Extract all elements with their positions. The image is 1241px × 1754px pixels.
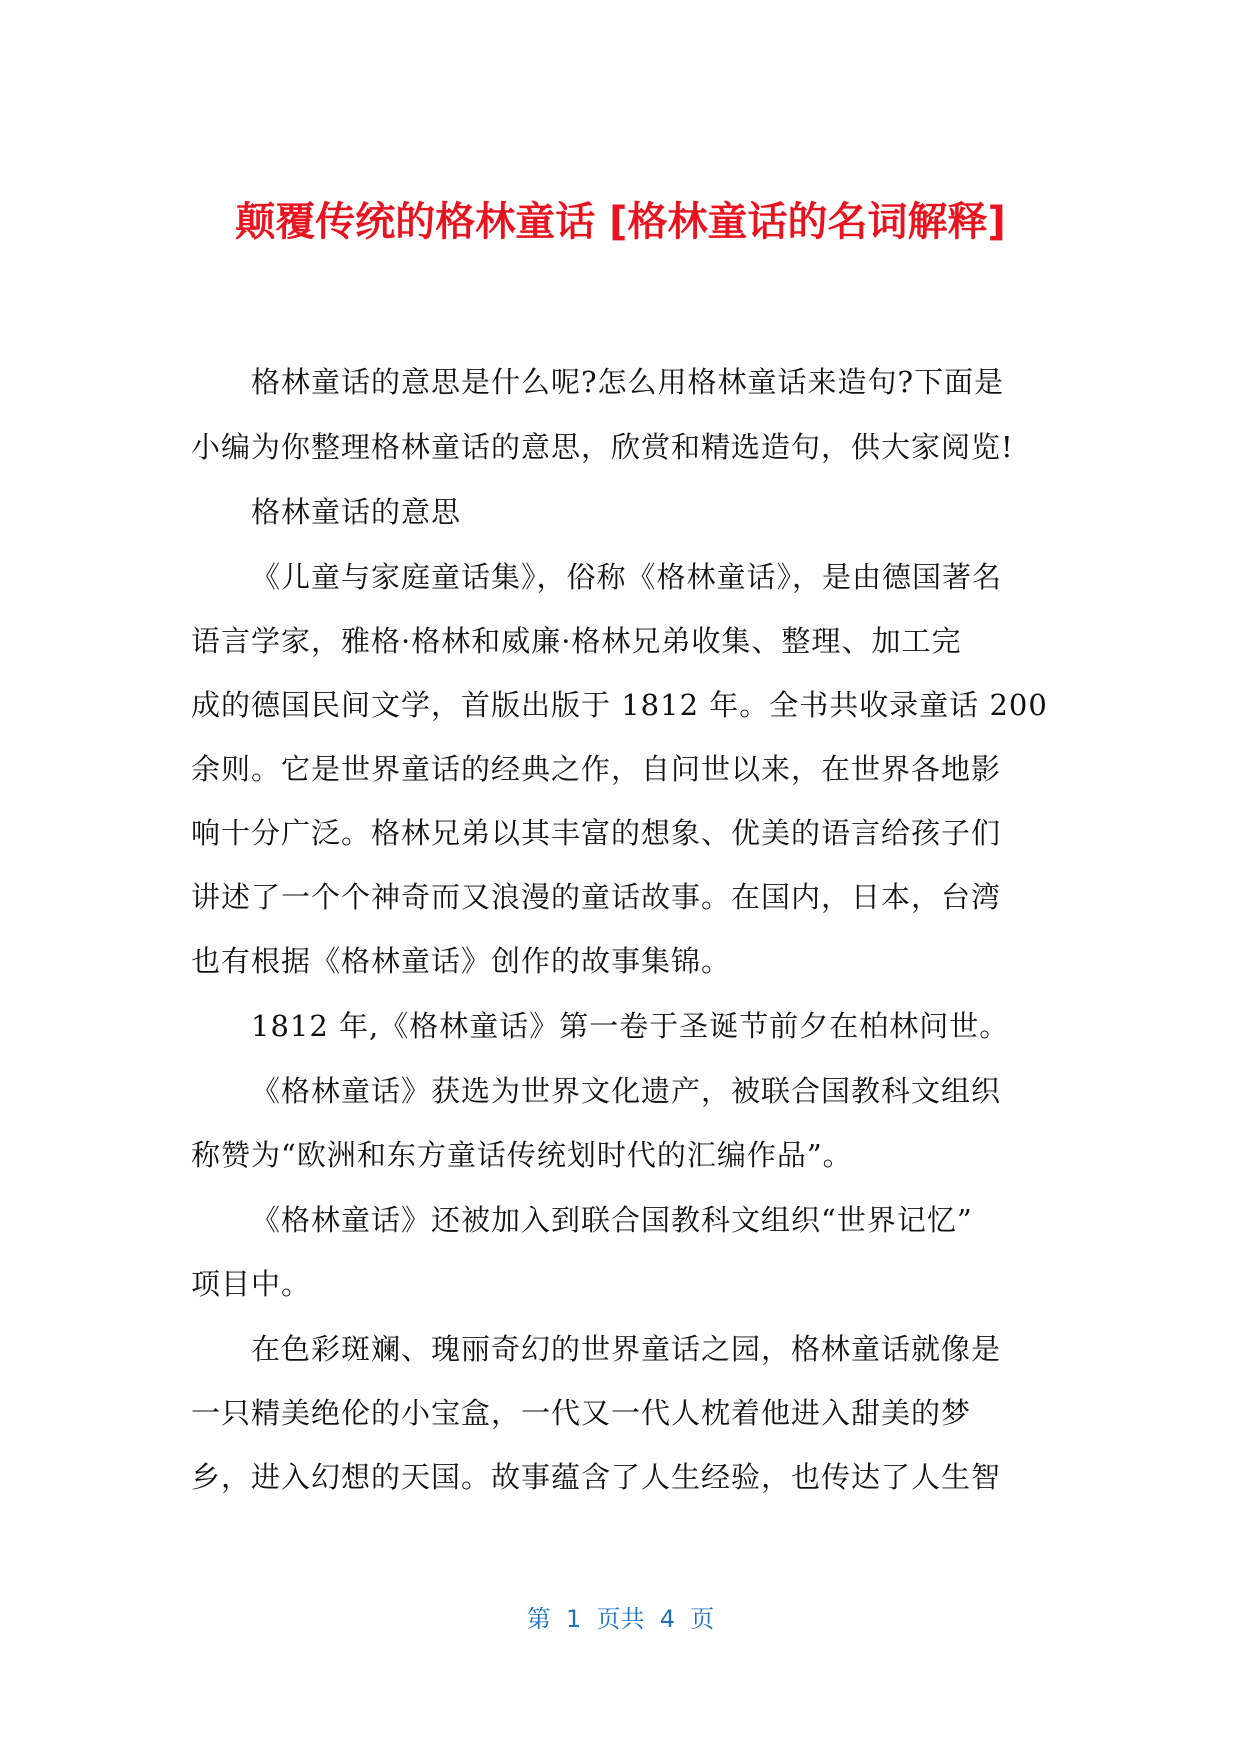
body-line: 小编为你整理格林童话的意思，欣赏和精选造句，供大家阅览! (191, 430, 1014, 464)
section-heading: 格林童话的意思 (251, 495, 462, 529)
body-line: 1812 年,《格林童话》第一卷于圣诞节前夕在柏林问世。 (251, 1009, 1010, 1043)
body-line: 余则。它是世界童话的经典之作，自问世以来，在世界各地影 (191, 752, 1002, 786)
body-line: 讲述了一个个神奇而又浪漫的童话故事。在国内，日本，台湾 (191, 880, 1002, 914)
body-line: 称赞为“欧洲和东方童话传统划时代的汇编作品”。 (191, 1138, 853, 1172)
body-line: 格林童话的意思是什么呢?怎么用格林童话来造句?下面是 (251, 365, 1005, 399)
body-line: 《格林童话》还被加入到联合国教科文组织“世界记忆” (251, 1203, 973, 1237)
body-line: 《格林童话》获选为世界文化遗产，被联合国教科文组织 (251, 1074, 1002, 1108)
body-line: 一只精美绝伦的小宝盒，一代又一代人枕着他进入甜美的梦 (191, 1396, 972, 1430)
page-number-footer: 第 1 页共 4 页 (526, 1605, 715, 1633)
body-line: 语言学家，雅格·格林和威廉·格林兄弟收集、整理、加工完 (191, 624, 962, 658)
body-line: 成的德国民间文学，首版出版于 1812 年。全书共收录童话 200 (191, 688, 1048, 722)
body-line: 响十分广泛。格林兄弟以其丰富的想象、优美的语言给孩子们 (191, 816, 1002, 850)
body-line: 在色彩斑斓、瑰丽奇幻的世界童话之园，格林童话就像是 (251, 1332, 1002, 1366)
body-line: 《儿童与家庭童话集》，俗称《格林童话》，是由德国著名 (251, 560, 1003, 594)
page-title: 颠覆传统的格林童话 [格林童话的名词解释] (235, 199, 1006, 245)
body-line: 乡，进入幻想的天国。故事蕴含了人生经验，也传达了人生智 (191, 1460, 1002, 1494)
body-line: 也有根据《格林童话》创作的故事集锦。 (191, 944, 732, 978)
body-line: 项目中。 (191, 1267, 312, 1301)
